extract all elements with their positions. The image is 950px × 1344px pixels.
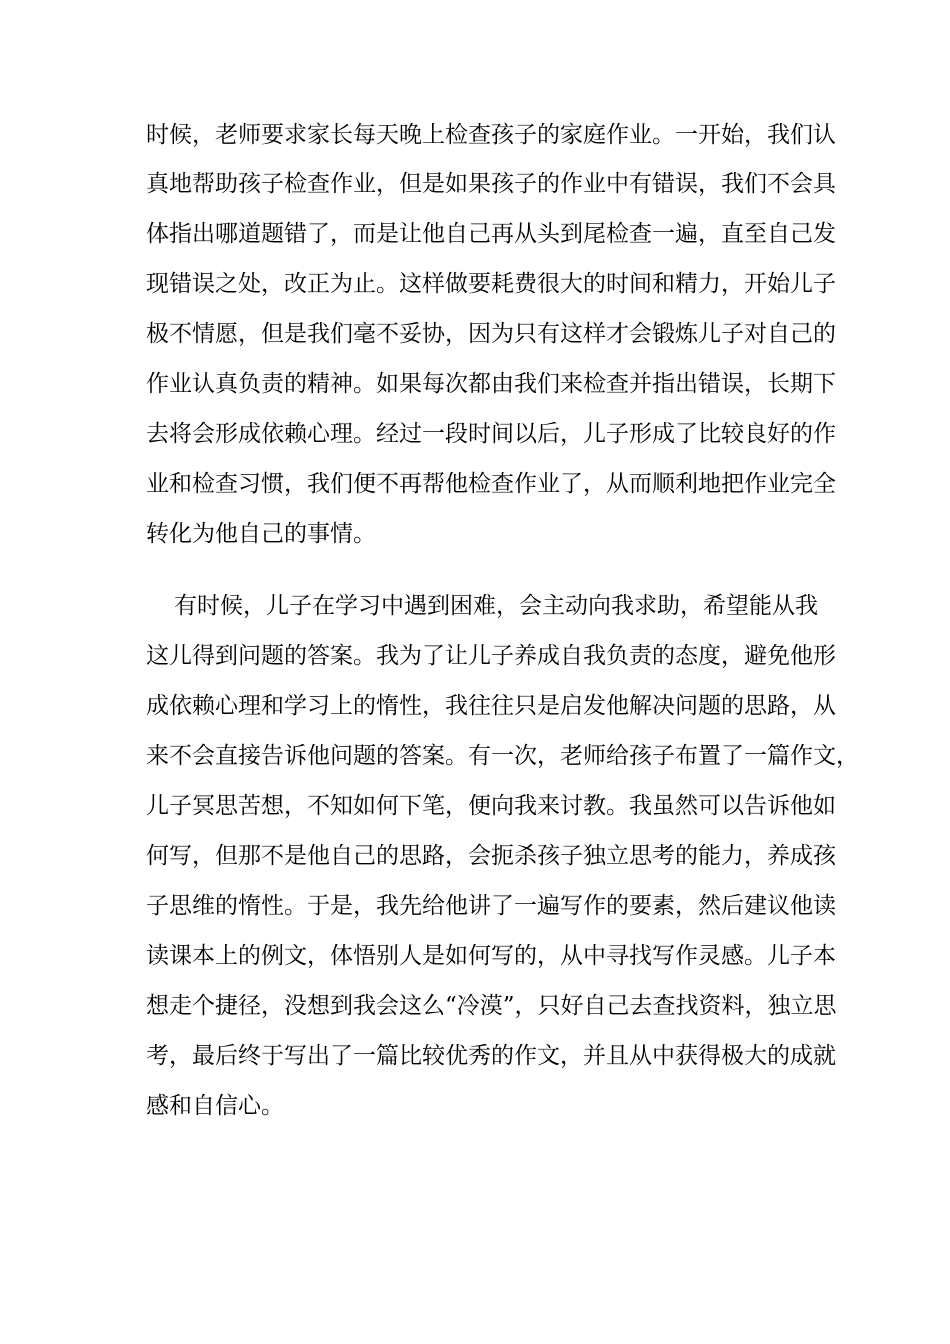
paragraph-line: 考，最后终于写出了一篇比较优秀的作文，并且从中获得极大的成就 xyxy=(146,1043,836,1069)
paragraph-line: 有时候，儿子在学习中遇到困难，会主动向我求助，希望能从我 xyxy=(174,593,818,619)
paragraph-line: 子思维的惰性。于是，我先给他讲了一遍写作的要素，然后建议他读 xyxy=(146,893,836,919)
paragraph-line: 这儿得到问题的答案。我为了让儿子养成自我负责的态度，避免他形 xyxy=(146,643,836,669)
paragraph-line: 极不情愿，但是我们毫不妥协，因为只有这样才会锻炼儿子对自己的 xyxy=(146,321,836,347)
paragraph-line: 成依赖心理和学习上的惰性，我往往只是启发他解决问题的思路，从 xyxy=(146,693,836,719)
paragraph-line: 何写，但那不是他自己的思路，会扼杀孩子独立思考的能力，养成孩 xyxy=(146,843,836,869)
paragraph-line: 现错误之处，改正为止。这样做要耗费很大的时间和精力，开始儿子 xyxy=(146,271,836,297)
paragraph-line: 时候，老师要求家长每天晚上检查孩子的家庭作业。一开始，我们认 xyxy=(146,122,836,148)
paragraph-line: 真地帮助孩子检查作业，但是如果孩子的作业中有错误，我们不会具 xyxy=(146,171,836,197)
paragraph-line: 来不会直接告诉他问题的答案。有一次，老师给孩子布置了一篇作文， xyxy=(146,743,859,769)
paragraph-line: 业和检查习惯，我们便不再帮他检查作业了，从而顺利地把作业完全 xyxy=(146,471,836,497)
paragraph-line: 想走个捷径，没想到我会这么“冷漠”，只好自己去查找资料，独立思 xyxy=(146,993,837,1019)
paragraph-line: 体指出哪道题错了，而是让他自己再从头到尾检查一遍，直至自己发 xyxy=(146,221,836,247)
paragraph-line: 读课本上的例文，体悟别人是如何写的，从中寻找写作灵感。儿子本 xyxy=(146,943,836,969)
paragraph-line: 感和自信心。 xyxy=(146,1093,284,1119)
paragraph-line: 去将会形成依赖心理。经过一段时间以后，儿子形成了比较良好的作 xyxy=(146,421,836,447)
paragraph-line: 儿子冥思苦想，不知如何下笔，便向我来讨教。我虽然可以告诉他如 xyxy=(146,793,836,819)
paragraph-line: 作业认真负责的精神。如果每次都由我们来检查并指出错误，长期下 xyxy=(146,371,836,397)
paragraph-line: 转化为他自己的事情。 xyxy=(146,521,376,547)
